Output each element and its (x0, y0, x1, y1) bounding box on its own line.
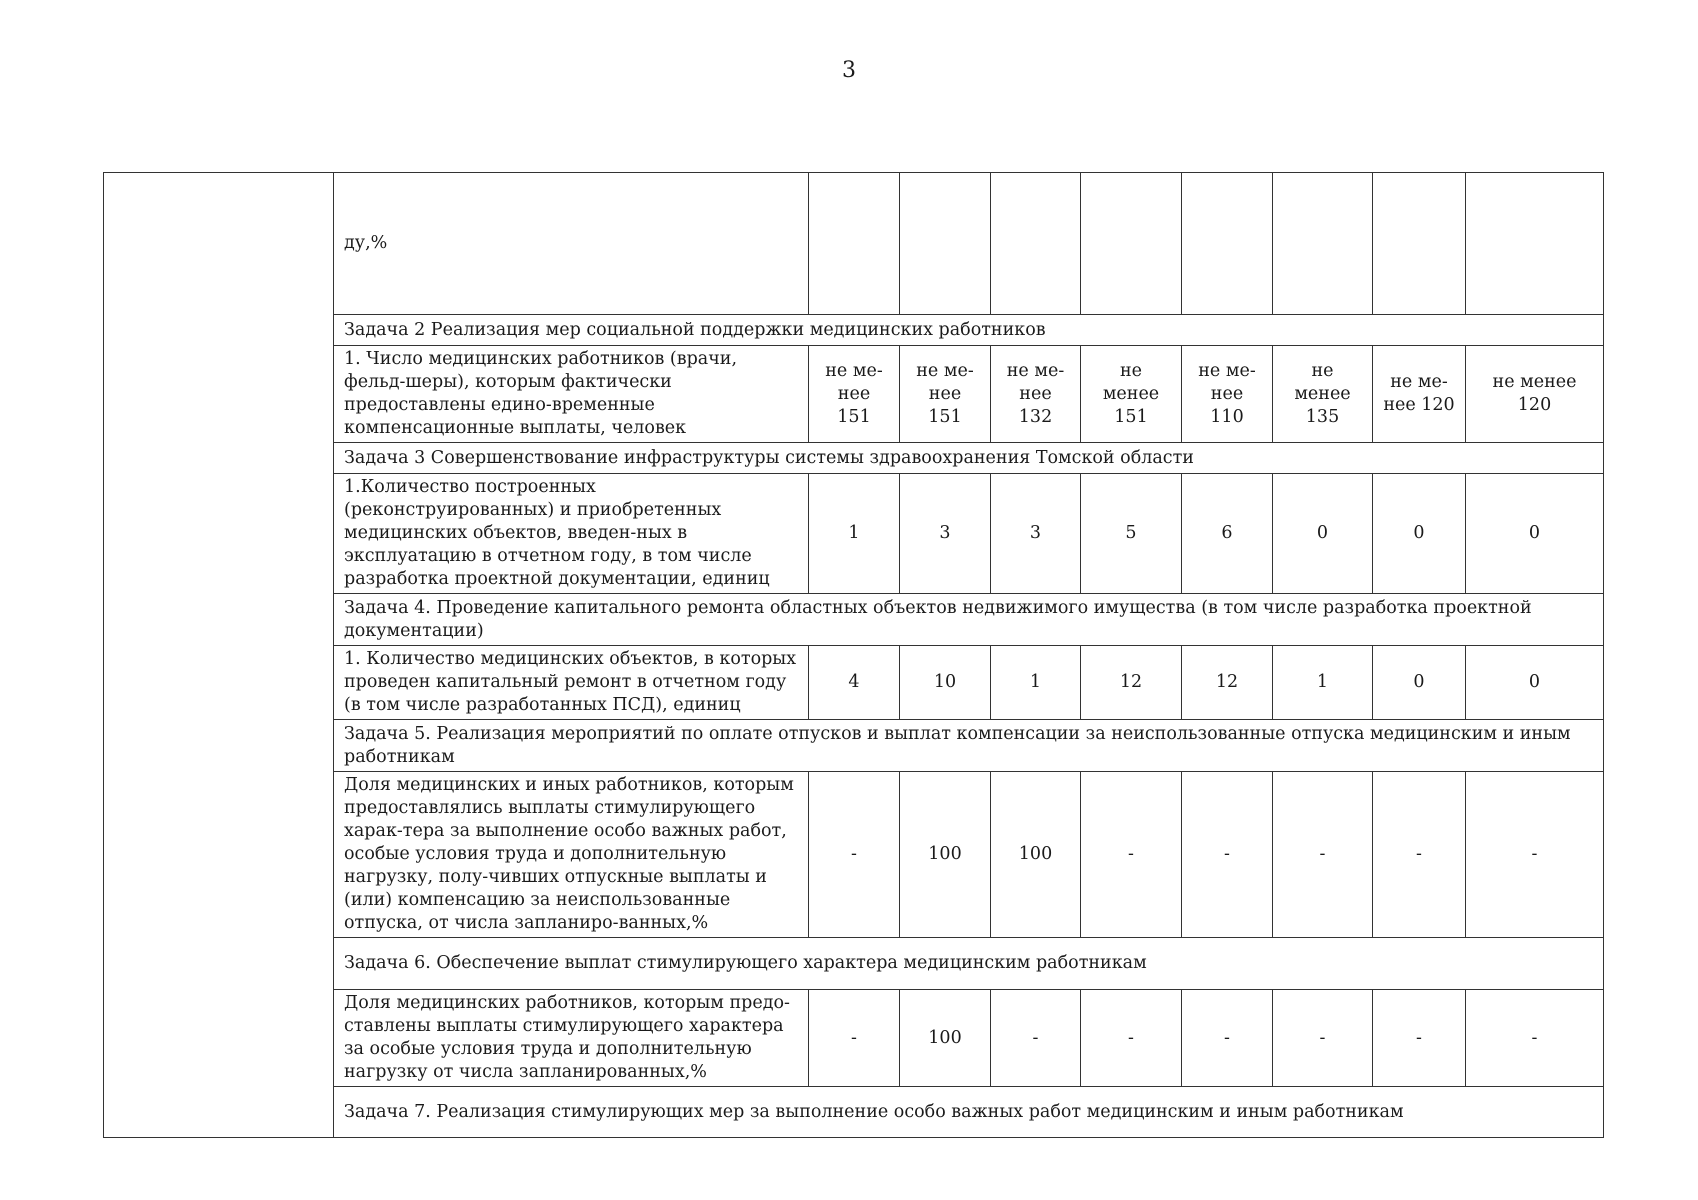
left-empty-column (104, 173, 334, 1138)
value-cell: 100 (900, 772, 991, 938)
value-cell: - (991, 990, 1081, 1087)
value-cell: 10 (900, 646, 991, 720)
indicator-description: Доля медицинских работников, которым предо-ставлены выплаты стимулирующего характера за особые условия труда и дополнительную нагрузку от числа запланированных,% (334, 990, 809, 1087)
value-cell: 3 (900, 474, 991, 594)
value-cell: - (809, 772, 900, 938)
value-cell (809, 173, 900, 315)
value-cell: 3 (991, 474, 1081, 594)
page-number: 3 (842, 58, 856, 83)
value-cell: 0 (1273, 474, 1373, 594)
value-cell: не ме-нее 151 (900, 346, 991, 443)
task-title: Задача 5. Реализация мероприятий по оплате отпусков и выплат компенсации за неиспользованные отпуска медицинским и иным работникам (334, 720, 1604, 772)
value-cell: 12 (1182, 646, 1273, 720)
value-cell: - (1466, 772, 1604, 938)
value-cell: - (1466, 990, 1604, 1087)
value-cell: 100 (900, 990, 991, 1087)
value-cell: не менее 135 (1273, 346, 1373, 443)
value-cell: 5 (1081, 474, 1182, 594)
value-cell: - (1182, 772, 1273, 938)
value-cell: 1 (809, 474, 900, 594)
value-cell: не менее 120 (1466, 346, 1604, 443)
value-cell: 1 (991, 646, 1081, 720)
value-cell (1466, 173, 1604, 315)
value-cell (1273, 173, 1373, 315)
indicators-table (103, 172, 1604, 1138)
value-cell: 100 (991, 772, 1081, 938)
value-cell: не ме-нее 120 (1373, 346, 1466, 443)
value-cell: - (1081, 772, 1182, 938)
task-title: Задача 6. Обеспечение выплат стимулирующего характера медицинским работникам (334, 938, 1604, 990)
value-cell: 0 (1466, 646, 1604, 720)
value-cell: 12 (1081, 646, 1182, 720)
value-cell: - (809, 990, 900, 1087)
value-cell (1081, 173, 1182, 315)
value-cell: не менее 151 (1081, 346, 1182, 443)
value-cell: - (1373, 772, 1466, 938)
value-cell: - (1081, 990, 1182, 1087)
value-cell: 6 (1182, 474, 1273, 594)
indicator-description: 1. Количество медицинских объектов, в которых проведен капитальный ремонт в отчетном году (в том числе разработанных ПСД), единиц (334, 646, 809, 720)
indicator-description: Доля медицинских и иных работников, которым предоставлялись выплаты стимулирующего харак-тера за выполнение особо важных работ, особые условия труда и дополнительную нагрузку, полу-чивших отпускные выплаты и (или) компенсацию за неиспользованные отпуска, от числа запланиро-ванных,% (334, 772, 809, 938)
value-cell: не ме-нее 151 (809, 346, 900, 443)
value-cell: не ме-нее 132 (991, 346, 1081, 443)
value-cell: - (1273, 772, 1373, 938)
value-cell (991, 173, 1081, 315)
value-cell: 0 (1373, 646, 1466, 720)
value-cell: 4 (809, 646, 900, 720)
value-cell: - (1273, 990, 1373, 1087)
value-cell: - (1373, 990, 1466, 1087)
value-cell: 0 (1466, 474, 1604, 594)
indicator-description: ду,% (334, 173, 809, 315)
value-cell (1373, 173, 1466, 315)
indicator-description: 1.Количество построенных (реконструированных) и приобретенных медицинских объектов, введен-ных в эксплуатацию в отчетном году, в том числе разработка проектной документации, единиц (334, 474, 809, 594)
value-cell: 0 (1373, 474, 1466, 594)
indicator-description: 1. Число медицинских работников (врачи, фельд-шеры), которым фактически предоставлены едино-временные компенсационные выплаты, человек (334, 346, 809, 443)
value-cell: 1 (1273, 646, 1373, 720)
task-title: Задача 3 Совершенствование инфраструктуры системы здравоохранения Томской области (334, 443, 1604, 474)
task-title: Задача 7. Реализация стимулирующих мер за выполнение особо важных работ медицинским и иным работникам (334, 1087, 1604, 1138)
task-title: Задача 4. Проведение капитального ремонта областных объектов недвижимого имущества (в том числе разработка проектной документации) (334, 594, 1604, 646)
task-title: Задача 2 Реализация мер социальной поддержки медицинских работников (334, 315, 1604, 346)
value-cell: - (1182, 990, 1273, 1087)
value-cell (900, 173, 991, 315)
table-row (104, 173, 1604, 315)
value-cell (1182, 173, 1273, 315)
value-cell: не ме-нее 110 (1182, 346, 1273, 443)
